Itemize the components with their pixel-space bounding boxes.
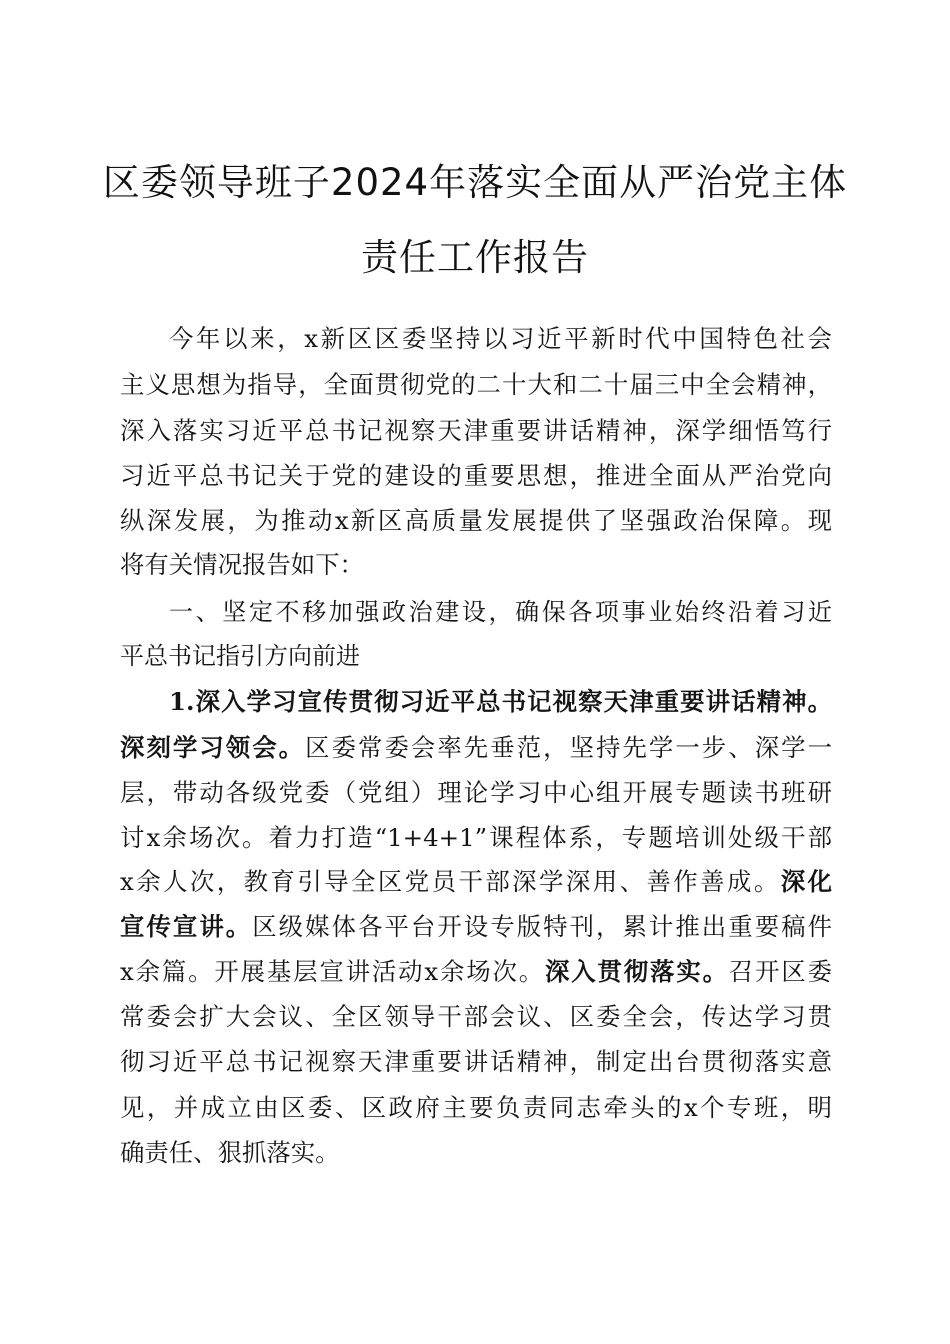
document-title-line-2: 责任工作报告	[361, 236, 589, 279]
item-1-line-6-text: 区级媒体各平台开设专版特刊，累计推出重要稿件	[252, 912, 832, 941]
item-1-line-7	[120, 949, 832, 995]
subheading-promotion-part-2: 宣传宣讲。	[120, 912, 253, 941]
subheading-study: 深刻学习领会。	[120, 733, 306, 762]
intro-line-6: 将有关情况报告如下：	[120, 550, 364, 579]
item-1-heading: 1.深入学习宣传贯彻习近平总书记视察天津重要讲话精神。	[169, 687, 832, 716]
subheading-implementation: 深入贯彻落实。	[545, 957, 729, 986]
item-1-line-7-tail: 召开区委	[728, 957, 832, 986]
item-1-line-2-text: 区委常委会率先垂范，坚持先学一步、深学一	[305, 733, 832, 762]
document-title-line-1: 区委领导班子2024年落实全面从严治党主体	[102, 161, 848, 204]
section-1-heading-line-2: 平总书记指引方向前进	[120, 642, 360, 670]
intro-line-4: 习近平总书记关于党的建设的重要思想，推进全面从严治党向	[120, 461, 832, 490]
item-1-line-7-text: x余篇。开展基层宣讲活动x余场次。	[120, 957, 546, 986]
intro-line-5: 纵深发展，为推动x新区高质量发展提供了坚强政治保障。现	[120, 506, 832, 535]
item-1-line-10: 见，并成立由区委、区政府主要负责同志牵头的x个专班，明	[120, 1093, 832, 1122]
item-1-line-9: 彻习近平总书记视察天津重要讲话精神，制定出台贯彻落实意	[120, 1047, 832, 1076]
section-1-heading-line-1: 一、坚定不移加强政治建设，确保各项事业始终沿着习近	[169, 598, 832, 626]
intro-line-1: 今年以来，x新区区委坚持以习近平新时代中国特色社会	[169, 324, 832, 353]
item-1-line-5	[120, 859, 832, 905]
intro-line-3: 深入落实习近平总书记视察天津重要讲话精神，深学细悟笃行	[120, 416, 832, 445]
item-1-line-3: 层，带动各级党委（党组）理论学习中心组开展专题读书班研	[120, 778, 832, 807]
intro-line-2: 主义思想为指导，全面贯彻党的二十大和二十届三中全会精神，	[120, 370, 832, 399]
item-1-line-6	[120, 904, 832, 950]
item-1-line-4: 讨x余场次。着力打造“1+4+1”课程体系，专题培训处级干部	[120, 823, 832, 852]
item-1-line-5-text: x余人次，教育引导全区党员干部深学深用、善作善成。	[120, 867, 781, 896]
subheading-promotion-part-1: 深化	[780, 867, 832, 896]
item-1-line-2	[120, 725, 832, 771]
item-1-line-11: 确责任、狠抓落实。	[120, 1138, 340, 1167]
item-1-line-8: 常委会扩大会议、全区领导干部会议、区委全会，传达学习贯	[120, 1002, 832, 1031]
